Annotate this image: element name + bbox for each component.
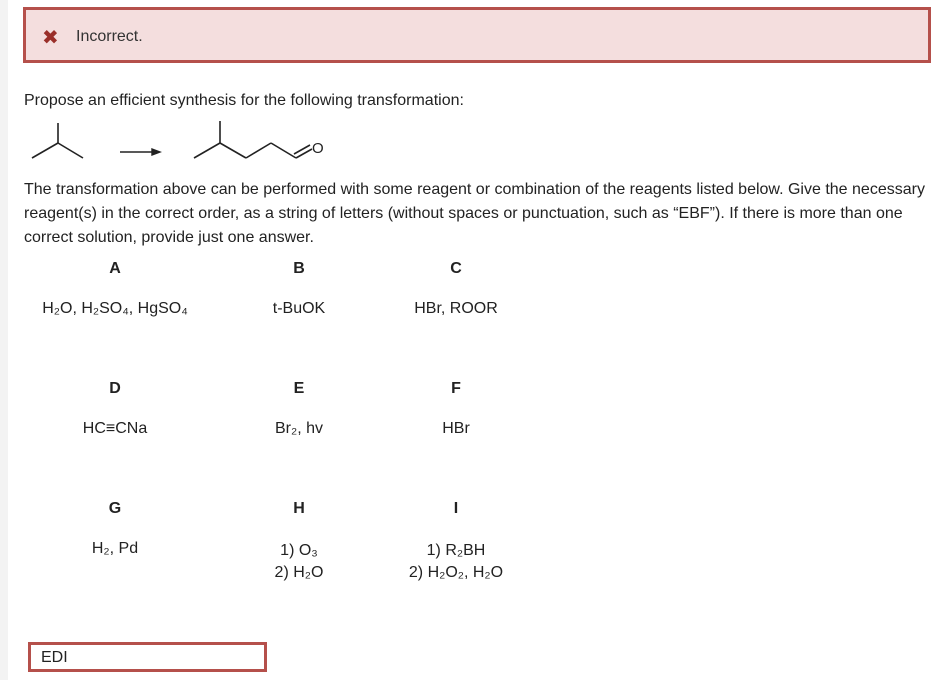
feedback-banner (23, 7, 931, 63)
reagent-f: HBr (442, 420, 470, 437)
answer-value: EDI (41, 649, 68, 666)
question-prompt: Propose an efficient synthesis for the following transformation: (24, 92, 464, 109)
reagent-g: H₂, Pd (91, 540, 139, 557)
reaction-scheme (20, 113, 360, 173)
reagent-c: HBr, ROOR (414, 300, 498, 317)
reagent-letter-g: G (108, 500, 122, 517)
question-instructions: The transformation above can be performed with some reagent or combination of the reagents listed below. Give the necessary reagent(s) in the correct order, as a string of letters (without spaces or punctuation, such as “EBF”). If there is more than one correct solution, provide just one answer. (24, 181, 925, 246)
reagent-b-text: t-BuOK (272, 300, 326, 317)
reactant-isobutane (32, 123, 83, 158)
reagent-letter-e: E (293, 380, 305, 397)
reagent-letter-b: B (293, 260, 305, 277)
reaction-arrow (120, 149, 160, 155)
reagent-i: 1) R₂BH 2) H₂O₂, H₂O (408, 542, 504, 581)
reagent-letter-h: H (293, 500, 305, 517)
reagent-h: 1) O₃ 2) H₂O (274, 542, 324, 581)
left-gutter (0, 0, 8, 680)
reagent-letter-f: F (451, 380, 461, 397)
x-icon: ✖ (42, 27, 59, 49)
reagent-letter-c: C (450, 260, 462, 277)
reagent-d: HC≡CNa (82, 420, 148, 437)
reagent-e: Br₂, hv (275, 420, 323, 437)
reagent-letter-d: D (109, 380, 121, 397)
reagent-letter-a: A (109, 260, 121, 277)
reagent-a: H₂O, H₂SO₄, HgSO₄ (42, 300, 188, 317)
feedback-text: Incorrect. (76, 28, 143, 45)
product-aldehyde (194, 121, 312, 158)
answer-input[interactable] (28, 642, 267, 672)
reagent-letter-i: I (453, 500, 459, 517)
oxygen-label: O (312, 140, 324, 157)
